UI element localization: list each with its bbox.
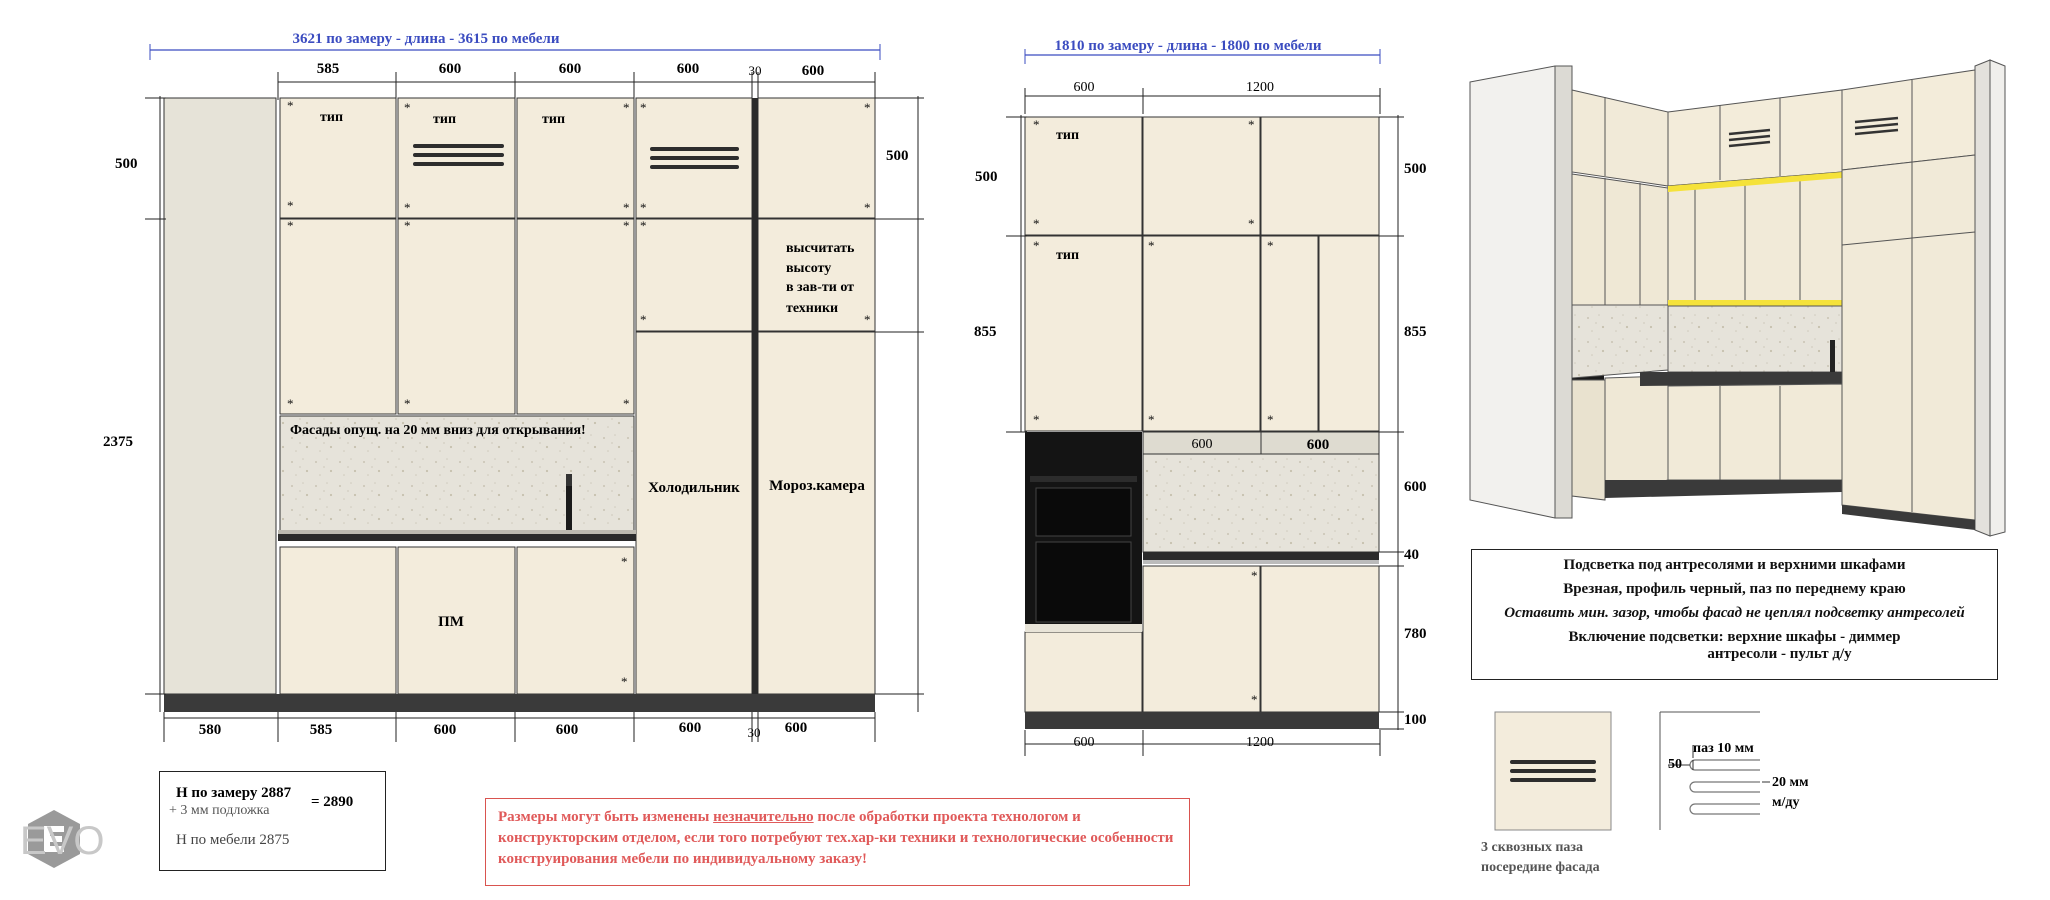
r-right-dim-855: 855 — [1404, 324, 1427, 340]
svg-text:*: * — [640, 100, 647, 115]
svg-text:*: * — [404, 200, 411, 215]
left-dim-2375: 2375 — [103, 434, 133, 450]
left-dim-500: 500 — [115, 156, 138, 172]
svg-text:*: * — [640, 312, 647, 327]
left-top-dim-3: 600 — [558, 61, 582, 77]
svg-text:*: * — [623, 396, 630, 411]
warning-underlined: незначительно — [713, 809, 814, 825]
right-top-dim-2: 1200 — [1246, 80, 1274, 95]
left-bottom-dim-2: 585 — [309, 722, 333, 738]
facade-note: Фасады опущ. на 20 мм вниз для открывания! — [290, 423, 586, 438]
svg-text:*: * — [1267, 412, 1274, 427]
right-elevation — [974, 38, 1427, 756]
height-underlay: + 3 мм подложка — [169, 803, 270, 818]
dishwasher-label: ПМ — [438, 614, 464, 630]
antresol-3 — [517, 98, 634, 218]
countertop — [278, 533, 636, 541]
right-total-label: 1810 по замеру - длина - 1800 по мебели — [1054, 38, 1322, 54]
svg-text:*: * — [404, 218, 411, 233]
groove-label-left: 50 — [1668, 757, 1682, 772]
calc-note-2: высоту — [786, 261, 832, 276]
tip-label-1: тип — [320, 110, 344, 125]
r-right-dim-600: 600 — [1404, 479, 1427, 495]
svg-text:*: * — [1248, 216, 1255, 231]
r-right-dim-100: 100 — [1404, 712, 1427, 728]
r-base-1 — [1025, 632, 1142, 712]
r-tip-label-1: тип — [1056, 128, 1080, 143]
height-furniture: Н по мебели 2875 — [176, 832, 290, 848]
left-total-label: 3621 по замеру - длина - 3615 по мебели — [292, 31, 560, 47]
warning-box — [485, 798, 1190, 886]
base-cabinet-1 — [280, 547, 396, 694]
left-bottom-dim-4: 600 — [555, 722, 579, 738]
calc-note-3: в зав-ти от — [786, 280, 855, 295]
r-antresol-3 — [1261, 117, 1379, 235]
left-bottom-dim-3: 600 — [433, 722, 457, 738]
slot-caption-2: посередине фасада — [1481, 860, 1600, 875]
kitchen-3d-view — [1470, 60, 2005, 536]
svg-text:*: * — [404, 100, 411, 115]
svg-text:*: * — [287, 218, 294, 233]
slot-caption-1: 3 сквозных паза — [1481, 840, 1584, 855]
r-right-dim-780: 780 — [1404, 626, 1427, 642]
freezer-label: Мороз.камера — [769, 478, 865, 494]
svg-text:*: * — [623, 218, 630, 233]
calc-note-4: техники — [786, 301, 839, 316]
fridge-label: Холодильник — [648, 480, 740, 496]
svg-text:*: * — [1251, 568, 1258, 583]
freezer-door — [758, 332, 875, 694]
r-upper-1 — [1025, 236, 1142, 431]
upper-cabinet-2 — [398, 219, 515, 414]
left-bottom-dim-1: 580 — [198, 722, 222, 738]
r-right-dim-500: 500 — [1404, 161, 1427, 177]
lighting-line-3: Оставить мин. зазор, чтобы фасад не цеплял подсветку антресолей — [1504, 605, 1965, 621]
groove-label-right-1: 20 мм — [1772, 775, 1809, 790]
right-dim-500: 500 — [886, 148, 909, 164]
height-measured: Н по замеру 2887 — [176, 785, 292, 801]
right-top-dim-1: 600 — [1073, 80, 1095, 95]
svg-text:*: * — [864, 100, 871, 115]
r-tip-label-2: тип — [1056, 248, 1080, 263]
inner-dim-2: 600 — [1306, 437, 1330, 453]
svg-text:*: * — [1148, 238, 1155, 253]
height-calc-box — [159, 771, 386, 871]
left-bottom-dim-6: 30 — [747, 725, 761, 740]
r-base-3 — [1261, 566, 1379, 712]
svg-text:*: * — [621, 554, 628, 569]
left-top-dim-2: 600 — [438, 61, 462, 77]
tip-label-3: тип — [542, 112, 566, 127]
tip-label-2: тип — [433, 112, 457, 127]
r-base-2 — [1143, 566, 1260, 712]
slot-detail — [1481, 712, 1611, 875]
lighting-line-4: Включение подсветки: верхние шкафы - диммер — [1568, 629, 1901, 645]
left-bottom-dim-5: 600 — [678, 720, 702, 736]
evo-logo — [20, 810, 104, 868]
upper-cabinet-1 — [280, 219, 396, 414]
svg-text:*: * — [1033, 117, 1040, 132]
svg-text:*: * — [1033, 216, 1040, 231]
svg-text:*: * — [623, 100, 630, 115]
svg-text:*: * — [621, 674, 628, 689]
tall-side-panel — [164, 98, 276, 694]
r-upper-2 — [1143, 236, 1260, 431]
svg-text:*: * — [1251, 692, 1258, 707]
svg-text:*: * — [1248, 117, 1255, 132]
left-elevation — [103, 31, 924, 742]
left-top-dim-4: 600 — [676, 61, 700, 77]
fridge-door — [636, 332, 752, 694]
r-upper-4 — [1319, 236, 1379, 431]
groove-detail — [1660, 712, 1809, 830]
svg-text:*: * — [864, 200, 871, 215]
upper-cabinet-3 — [517, 219, 634, 414]
lighting-line-5: антресоли - пульт д/у — [1707, 646, 1852, 662]
svg-text:*: * — [623, 200, 630, 215]
antresol-5 — [758, 98, 875, 218]
groove-label-top: паз 10 мм — [1693, 741, 1754, 756]
plinth — [164, 694, 875, 712]
svg-text:*: * — [1033, 412, 1040, 427]
r-upper-3 — [1261, 236, 1318, 431]
svg-text:*: * — [287, 198, 294, 213]
r-right-dim-40: 40 — [1404, 547, 1419, 563]
svg-text:*: * — [864, 312, 871, 327]
r-bottom-dim-1: 600 — [1073, 735, 1095, 750]
fridge-top-door — [636, 219, 752, 331]
lighting-line-1: Подсветка под антресолями и верхними шкафами — [1563, 557, 1906, 573]
left-top-dim-1: 585 — [316, 61, 340, 77]
base-cabinet-3 — [517, 547, 634, 694]
lighting-line-2: Врезная, профиль черный, паз по переднему краю — [1563, 581, 1906, 597]
svg-text:*: * — [1267, 238, 1274, 253]
calc-note-1: высчитать — [786, 241, 855, 256]
r-bottom-dim-2: 1200 — [1246, 735, 1274, 750]
svg-text:*: * — [1148, 412, 1155, 427]
svg-text:*: * — [404, 396, 411, 411]
r-left-dim-855: 855 — [974, 324, 997, 340]
left-bottom-dim-7: 600 — [784, 720, 808, 736]
r-antresol-2 — [1143, 117, 1260, 235]
lighting-note-box — [1471, 549, 1998, 680]
evo-logo-text: EVO — [20, 819, 105, 863]
svg-text:*: * — [287, 98, 294, 113]
svg-text:*: * — [640, 218, 647, 233]
groove-label-right-2: м/ду — [1772, 795, 1800, 810]
height-result: = 2890 — [311, 794, 354, 810]
r-antresol-1 — [1025, 117, 1142, 235]
svg-text:*: * — [640, 200, 647, 215]
left-top-dim-5: 30 — [748, 63, 762, 78]
svg-text:*: * — [287, 396, 294, 411]
svg-text:*: * — [1033, 238, 1040, 253]
left-top-dim-6: 600 — [801, 63, 825, 79]
antresol-2 — [398, 98, 515, 218]
r-plinth — [1025, 712, 1379, 729]
warning-text-1: Размеры могут быть изменены — [498, 809, 714, 825]
inner-dim-1: 600 — [1191, 437, 1213, 452]
warning-text-2: после обработки проекта технологом и конструкторским отделом, если того потребуют тех.хар-ки техники и технологические особенности конструирования мебели по индивидуальному заказу! — [498, 809, 1174, 867]
r-left-dim-500: 500 — [975, 169, 998, 185]
